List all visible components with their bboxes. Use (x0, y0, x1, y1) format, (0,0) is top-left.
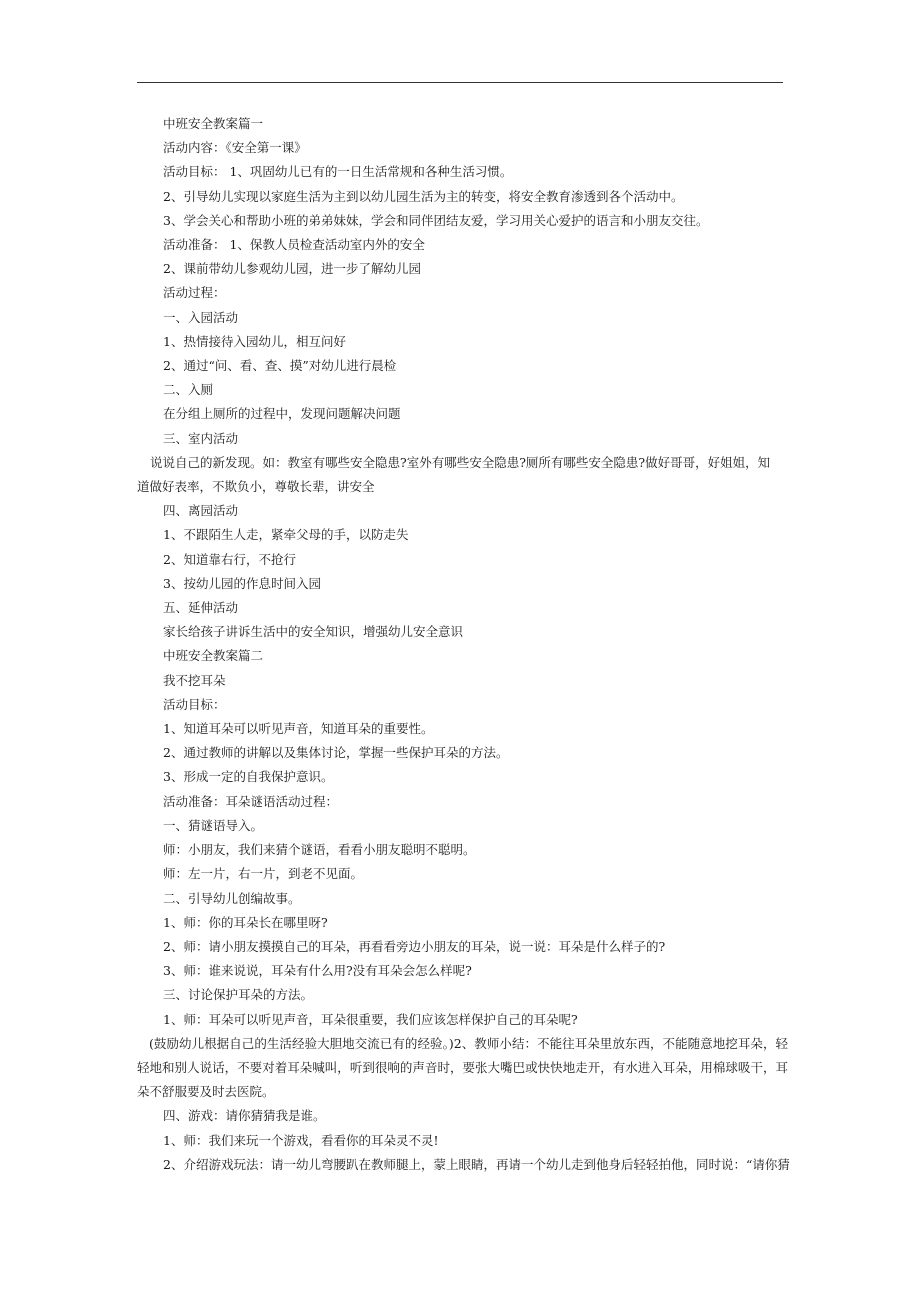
text-line: 1、师：你的耳朵长在哪里呀? (163, 914, 328, 930)
text-line: 3、学会关心和帮助小班的弟弟妹妹，学会和同伴团结友爱，学习用关心爱护的语言和小朋友交往。 (163, 212, 709, 228)
text-line: 1、知道耳朵可以听见声音，知道耳朵的重要性。 (163, 721, 434, 737)
text-line: 1、热情接待入园幼儿，相互问好 (163, 333, 346, 349)
text-line: 活动目标： (163, 696, 226, 712)
text-line: 活动过程： (163, 285, 226, 301)
text-line: 四、游戏：请你猜猜我是谁。 (163, 1108, 326, 1124)
text-line: 2、引导幼儿实现以家庭生活为主到以幼儿园生活为主的转变，将安全教育渗透到各个活动中。 (163, 188, 684, 204)
text-line: 三、讨论保护耳朵的方法。 (163, 987, 314, 1003)
text-line: 1、师：我们来玩一个游戏，看看你的耳朵灵不灵! (163, 1132, 439, 1148)
text-line: 二、入厕 (163, 382, 214, 398)
text-line: 说说自己的新发现。如：教室有哪些安全隐患?室外有哪些安全隐患?厕所有哪些安全隐患?做好哥哥，好姐姐，知 (150, 454, 771, 470)
text-line: 2、课前带幼儿参观幼儿园，进一步了解幼儿园 (163, 261, 421, 277)
text-line: 中班安全教案篇一 (163, 116, 264, 131)
text-line: 二、引导幼儿创编故事。 (163, 890, 301, 906)
text-lines-tail (137, 1104, 788, 1177)
text-line: 中班安全教案篇二 (163, 648, 264, 664)
text-line: 师：左一片，右一片，到老不见面。 (163, 866, 364, 882)
text-line: 五、延伸活动 (163, 600, 239, 616)
text-line: 2、通过教师的讲解以及集体讨论，掌握一些保护耳朵的方法。 (163, 745, 509, 761)
text-line: 3、形成一定的自我保护意识。 (163, 769, 334, 785)
text-line: 2、师：请小朋友摸摸自己的耳朵，再看看旁边小朋友的耳朵，说一说：耳朵是什么样子的? (163, 938, 666, 954)
text-line: 师：小朋友，我们来猜个谜语，看看小朋友聪明不聪明。 (163, 842, 476, 858)
text-line: 活动内容：《安全第一课》 (163, 140, 307, 156)
text-line: 在分组上厕所的过程中，发现问题解决问题 (163, 406, 401, 422)
text-line: 2、通过“问、看、查、摸”对幼儿进行晨检 (163, 358, 397, 374)
text-line: 活动目标： 1、巩固幼儿已有的一日生活常规和各种生活习惯。 (163, 164, 513, 180)
text-line: 活动准备：耳朵谜语活动过程： (163, 793, 339, 809)
text-line: 1、师：耳朵可以听见声音，耳朵很重要，我们应该怎样保护自己的耳朵呢? (163, 1011, 578, 1027)
text-line: 2、知道靠右行，不抢行 (163, 551, 296, 567)
document-body (137, 112, 788, 1177)
text-line: 我不挖耳朵 (163, 672, 226, 688)
text-lines (137, 112, 788, 1032)
text-paragraph: (鼓励幼儿根据自己的生活经验大胆地交流已有的经验。)2、教师小结：不能往耳朵里放东西，不能随意地挖耳朵，轻轻地和别人说话，不要对着耳朵喊叫，听到很响的声音时，要张大嘴巴或快快地走开，有水进入耳朵，用棉球吸干，耳朵不舒服要及时去医院。 (137, 1035, 788, 1100)
text-line: 3、按幼儿园的作息时间入园 (163, 575, 321, 591)
text-line: 三、室内活动 (163, 430, 239, 446)
text-line: 活动准备： 1、保教人员检查活动室内外的安全 (163, 237, 425, 253)
text-line: 家长给孩子讲诉生活中的安全知识，增强幼儿安全意识 (163, 624, 464, 640)
text-line: 一、猜谜语导入。 (163, 817, 264, 833)
text-line: 道做好表率，不欺负小，尊敬长辈，讲安全 (137, 479, 375, 495)
text-line: 1、不跟陌生人走，紧牵父母的手，以防走失 (163, 527, 409, 543)
text-line: 2、介绍游戏玩法：请一幼儿弯腰趴在教师腿上，蒙上眼睛，再请一个幼儿走到他身后轻轻拍他，同时说：“请你猜 (163, 1156, 790, 1172)
text-line: 一、入园活动 (163, 309, 239, 325)
header-rule (137, 82, 783, 83)
text-line: 四、离园活动 (163, 503, 239, 519)
text-line: 3、师：谁来说说，耳朵有什么用?没有耳朵会怎么样呢? (163, 963, 472, 979)
